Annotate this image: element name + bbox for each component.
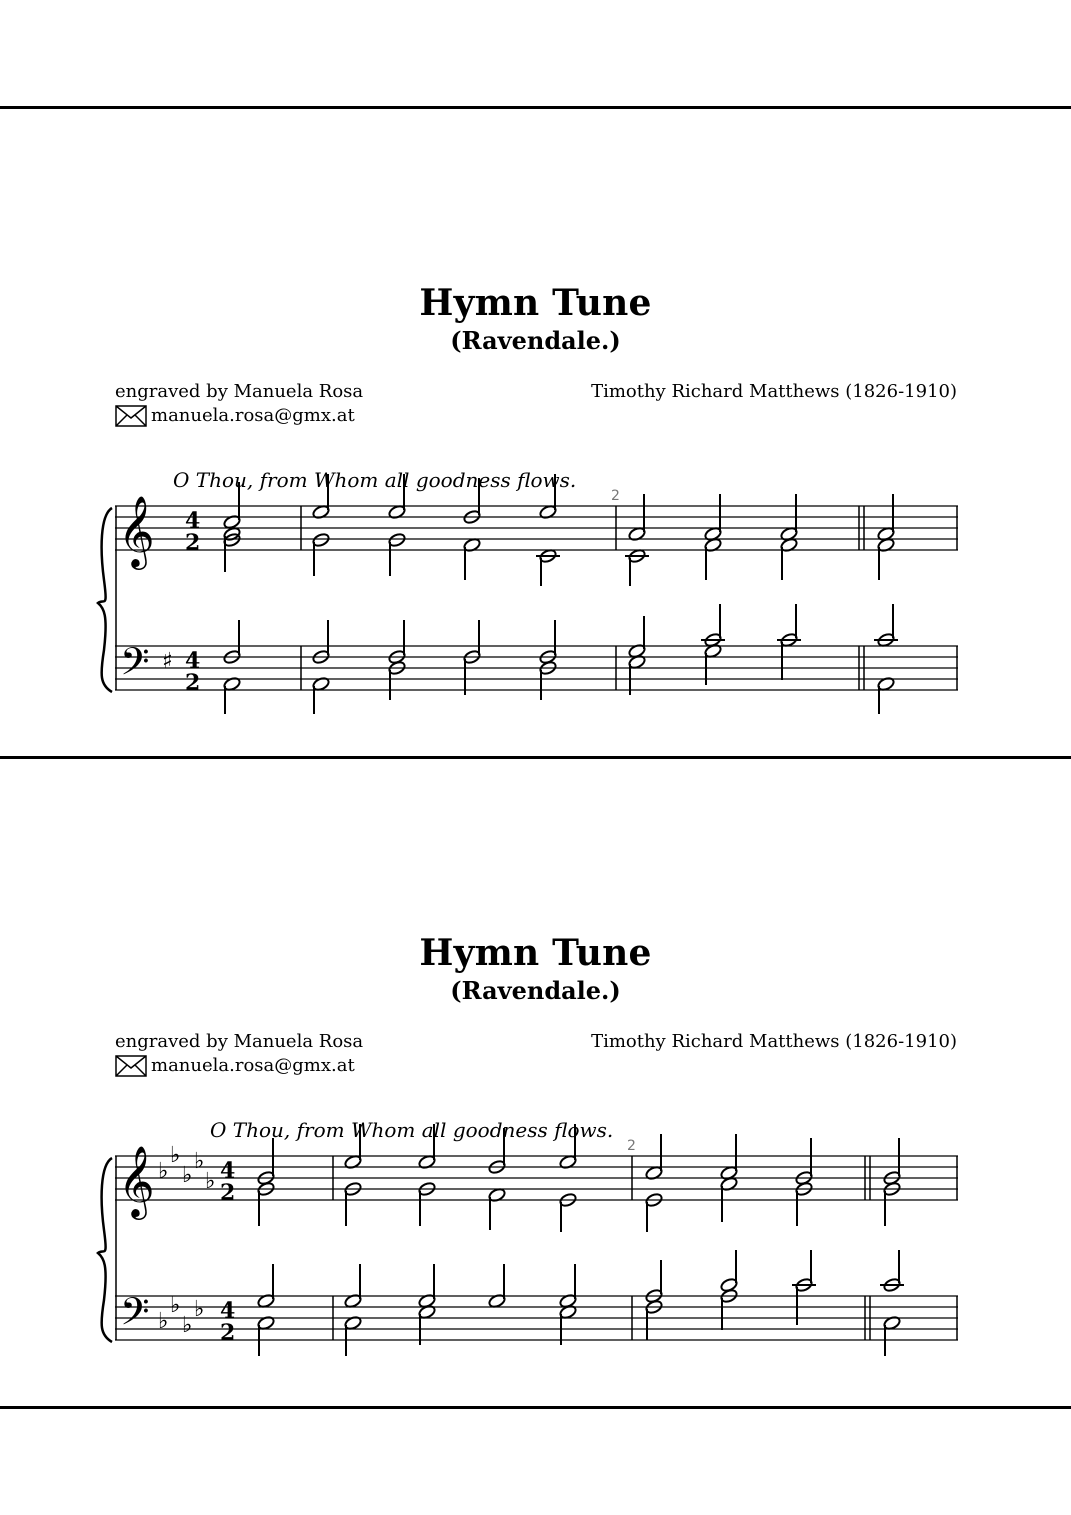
note [418,1181,437,1226]
treble-clef: 𝄞 [118,494,155,567]
note [418,1124,437,1170]
svg-text:4: 4 [220,1298,236,1324]
note [792,1250,816,1325]
bass-clef: 𝄢 [120,1289,150,1343]
tempo-text: O Thou, from Whom all goodness flows. [210,1118,614,1142]
score-system [0,760,1071,1410]
composer-credit: Timothy Richard Matthews (1826-1910) [591,381,957,402]
flat-signs [158,1143,215,1338]
note [559,1304,578,1345]
bass-staff [115,646,958,690]
note [795,1181,814,1226]
time-signature [185,508,200,696]
note [645,1299,664,1340]
note [344,1315,363,1356]
svg-text:♭: ♭ [194,1149,205,1174]
note [463,537,482,580]
note [388,660,407,700]
note [645,1134,664,1181]
piece-2 [0,760,1071,1410]
engraver-name: engraved by Manuela Rosa [115,381,364,402]
note [880,1250,904,1293]
note [795,1138,814,1186]
svg-text:2: 2 [220,1180,236,1206]
note [539,620,558,665]
measure-number: 2 [627,1138,636,1154]
engraver-name: engraved by Manuela Rosa [115,1031,364,1052]
piece-subtitle: (Ravendale.) [450,326,621,355]
note [312,676,331,714]
note [720,1176,739,1222]
svg-text:♭: ♭ [182,1163,193,1188]
top-rule [0,106,1071,109]
note [536,548,560,586]
sharp-sign: ♯ [162,649,173,674]
grand-staff-brace [98,1158,112,1342]
note [257,1181,276,1226]
score-system [0,110,1071,760]
svg-text:♭: ♭ [170,1143,181,1168]
time-signature [220,1158,235,1346]
note [344,1181,363,1226]
note [257,1138,276,1186]
svg-text:♭: ♭ [205,1169,216,1194]
note [645,1192,664,1232]
note [628,654,647,695]
note [488,1264,507,1309]
note [883,1138,902,1186]
note [883,1181,902,1226]
note [704,494,723,542]
measure-number: 2 [611,488,620,504]
treble-staff [115,506,958,550]
note [344,1124,363,1170]
svg-text:♭: ♭ [158,1159,169,1184]
svg-text:♭: ♭ [170,1293,181,1318]
svg-text:2: 2 [185,670,201,696]
note [559,1264,578,1309]
piece-title: Hymn Tune [419,282,652,324]
note [720,1288,739,1330]
note [312,474,331,520]
note [223,620,242,665]
note [223,526,242,572]
composer-credit: Timothy Richard Matthews (1826-1910) [591,1031,957,1052]
note [874,604,898,648]
note [780,494,799,542]
note [257,1264,276,1309]
svg-text:♭: ♭ [194,1297,205,1322]
svg-text:4: 4 [185,648,201,674]
note [388,474,407,520]
grand-staff-brace [98,508,112,692]
note [877,676,896,714]
bass-clef: 𝄢 [120,639,150,693]
note [344,1264,363,1309]
note [701,604,725,648]
note [877,494,896,542]
note [388,620,407,665]
note [257,1315,276,1356]
note [418,1304,437,1345]
note [539,660,558,700]
note [780,537,799,580]
piece-subtitle: (Ravendale.) [450,976,621,1005]
note [418,1264,437,1309]
note [720,1134,739,1181]
note [720,1250,739,1293]
treble-notes [223,474,896,586]
svg-text:4: 4 [185,508,201,534]
note [628,616,647,659]
piece-title: Hymn Tune [419,932,652,974]
note [628,494,647,542]
svg-text:♭: ♭ [158,1309,169,1334]
svg-text:♭: ♭ [182,1313,193,1338]
bass-staff [115,1296,958,1340]
piece-1 [0,110,1071,760]
note [488,1128,507,1175]
svg-text:2: 2 [220,1320,236,1346]
svg-text:2: 2 [185,530,201,556]
treble-staff [115,1156,958,1200]
note [312,620,331,665]
note [463,478,482,525]
email-address[interactable]: manuela.rosa@gmx.at [151,1055,355,1076]
note [223,676,242,714]
svg-text:4: 4 [220,1158,236,1184]
treble-clef: 𝄞 [118,1144,155,1217]
note [539,474,558,520]
note [877,537,896,580]
note [625,548,649,586]
tempo-text: O Thou, from Whom all goodness flows. [173,468,577,492]
note [883,1315,902,1356]
email-address[interactable]: manuela.rosa@gmx.at [151,405,355,426]
note [559,1124,578,1170]
note [488,1187,507,1230]
note [559,1192,578,1232]
note [704,537,723,580]
note [645,1260,664,1304]
bass-notes [223,604,898,714]
